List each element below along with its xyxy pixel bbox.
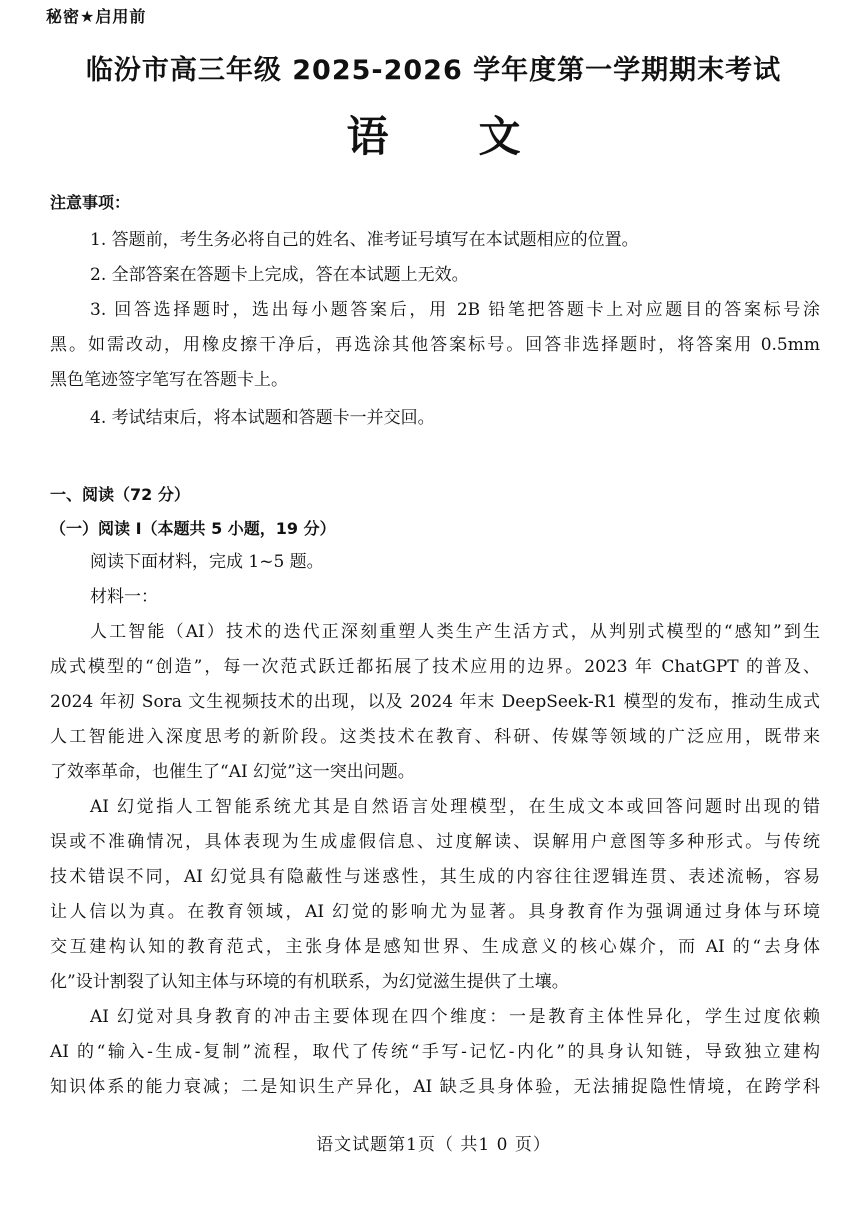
paragraph-line: 让人信以为真。在教育领域，AI 幻觉的影响尤为显著。具身教育作为强调通过身体与环境 — [50, 902, 820, 922]
paragraph-line: AI 幻觉对具身教育的冲击主要体现在四个维度：一是教育主体性异化，学生过度依赖 — [90, 1007, 820, 1027]
notice-item: 4. 考试结束后，将本试题和答题卡一并交回。 — [90, 408, 435, 428]
subject-title: 语文 — [346, 112, 611, 161]
exam-title: 临汾市高三年级 2025-2026 学年度第一学期期末考试 — [85, 55, 782, 86]
paragraph-line: AI 的“输入-生成-复制”流程，取代了传统“手写-记忆-内化”的具身认知链，导致独立建构 — [50, 1042, 820, 1062]
confidential-mark: 秘密★启用前 — [46, 7, 147, 26]
paragraph-line: 成式模型的“创造”，每一次范式跃迁都拓展了技术应用的边界。2023 年 ChatGPT 的普及、 — [50, 657, 820, 677]
paragraph-line: 知识体系的能力衰减；二是知识生产异化，AI 缺乏具身体验，无法捕捉隐性情境，在跨学科 — [50, 1077, 820, 1097]
paragraph-line: 化”设计割裂了认知主体与环境的有机联系，为幻觉滋生提供了土壤。 — [50, 972, 569, 992]
paragraph-line: 了效率革命，也催生了“AI 幻觉”这一突出问题。 — [50, 762, 415, 782]
paragraph-line: 2024 年初 Sora 文生视频技术的出现，以及 2024 年末 DeepSeek-R1 模型的发布，推动生成式 — [50, 692, 820, 712]
section-title: 一、阅读（72 分） — [50, 485, 190, 504]
notice-item: 黑。如需改动，用橡皮擦干净后，再选涂其他答案标号。回答非选择题时，将答案用 0.5mm — [50, 335, 820, 355]
page-footer: 语文试题第1页（ 共1 0 页） — [316, 1135, 551, 1155]
sub-section-title: （一）阅读 I（本题共 5 小题，19 分） — [50, 519, 336, 538]
instruction-text: 阅读下面材料，完成 1~5 题。 — [90, 552, 324, 572]
notice-item: 3. 回答选择题时，选出每小题答案后，用 2B 铅笔把答题卡上对应题目的答案标号涂 — [90, 300, 820, 320]
material-label: 材料一： — [90, 587, 158, 607]
paragraph-line: 误或不准确情况，具体表现为生成虚假信息、过度解读、误解用户意图等多种形式。与传统 — [50, 832, 820, 852]
notice-item: 2. 全部答案在答题卡上完成，答在本试题上无效。 — [90, 265, 469, 285]
paragraph-line: 人工智能进入深度思考的新阶段。这类技术在教育、科研、传媒等领域的广泛应用，既带来 — [50, 727, 820, 747]
notice-title: 注意事项： — [50, 193, 131, 212]
paragraph-line: 人工智能（AI）技术的迭代正深刻重塑人类生产生活方式，从判别式模型的“感知”到生 — [90, 622, 820, 642]
notice-item: 黑色笔迹签字笔写在答题卡上。 — [50, 370, 288, 390]
paragraph-line: 技术错误不同，AI 幻觉具有隐蔽性与迷惑性，其生成的内容往往逻辑连贯、表述流畅，容易 — [50, 867, 820, 887]
paragraph-line: 交互建构认知的教育范式，主张身体是感知世界、生成意义的核心媒介，而 AI 的“去身体 — [50, 937, 820, 957]
notice-item: 1. 答题前，考生务必将自己的姓名、准考证号填写在本试题相应的位置。 — [90, 230, 639, 250]
paragraph-line: AI 幻觉指人工智能系统尤其是自然语言处理模型，在生成文本或回答问题时出现的错 — [90, 797, 820, 817]
